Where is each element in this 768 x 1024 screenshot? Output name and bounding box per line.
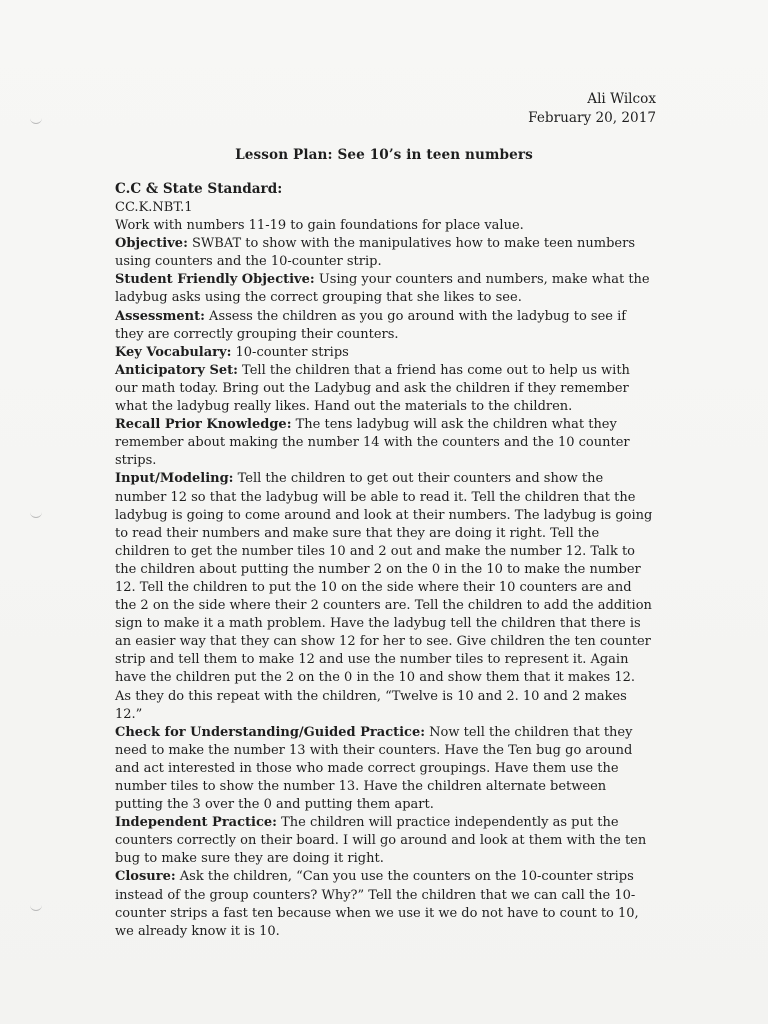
scan-artifact-mark — [30, 512, 42, 518]
section-input-modeling — [115, 470, 655, 723]
section-text: Tell the children to get out their counters and show the number 12 so that the ladybug will be able to read it. Tell the children that the ladybug is going to come around and look at their numbers. The ladybug is going to read their numbers and make sure that they are doing it right. Tell the children to get the number tiles 10 and 2 out and make the number 12. Talk to the children about putting the number 2 on the 0 in the 10 to make the number 12. Tell the children to put the 10 on the side where their 10 counters are and the 2 on the side where their 2 counters are. Tell the children to add the addition sign to make it a math problem. Have the ladybug tell the children that there is an easier way that they can show 12 for her to see. Give children the ten counter strip and tell them to make 12 and use the number tiles to represent it. Again have the children put the 2 on the 0 in the 10 and show them that it makes 12. As they do this repeat with the children, “Twelve is 10 and 2. 10 and 2 makes 12.” — [115, 471, 653, 722]
standard-heading: C.C & State Standard: — [115, 181, 283, 197]
scan-artifact-mark — [30, 905, 42, 911]
section-anticipatory-set — [115, 362, 655, 416]
section-text: The children will practice independently as put the counters correctly on their board. I will go around and look at them with the ten bug to make sure they are doing it right. — [115, 815, 647, 867]
section-text: 10-counter strips — [231, 344, 349, 360]
section-objective — [115, 235, 655, 271]
section-text: Now tell the children that they need to make the number 13 with their counters. Have the Ten bug go around and act interested in those who made correct groupings. Have them use the number tiles to show the number 13. Have the children alternate between putting the 3 over the 0 and putting them apart. — [115, 724, 633, 813]
section-student-friendly-objective — [115, 271, 655, 307]
section-label: Anticipatory Set: — [115, 362, 238, 378]
lesson-title: Lesson Plan: See 10’s in teen numbers — [235, 147, 533, 163]
section-closure — [115, 868, 655, 940]
section-label: Independent Practice: — [115, 815, 277, 831]
lesson-body — [115, 180, 655, 941]
section-label: Recall Prior Knowledge: — [115, 417, 292, 433]
section-independent-practice — [115, 814, 655, 868]
section-text: The tens ladybug will ask the children what they remember about making the number 14 with the counters and the 10 counter strips. — [115, 417, 630, 469]
section-guided-practice — [115, 724, 655, 814]
section-label: Key Vocabulary: — [115, 344, 232, 360]
document-date: February 20, 2017 — [528, 110, 656, 126]
scan-artifact-mark — [30, 118, 42, 124]
section-text: Assess the children as you go around with the ladybug to see if they are correctly grouping their counters. — [115, 308, 627, 342]
standard-description: Work with numbers 11-19 to gain foundations for place value. — [115, 218, 524, 234]
section-text: Ask the children, “Can you use the counters on the 10-counter strips instead of the group counters? Why?” Tell the children that we can call the 10-counter strips a fast ten because when we use it we do not have to count to 10, we already know it is 10. — [115, 869, 639, 939]
section-text: Using your counters and numbers, make what the ladybug asks using the correct grouping that she likes to see. — [115, 272, 650, 306]
section-label: Student Friendly Objective: — [115, 272, 315, 288]
section-label: Input/Modeling: — [115, 471, 234, 487]
section-assessment — [115, 308, 655, 344]
section-key-vocabulary — [115, 344, 655, 362]
author-name: Ali Wilcox — [587, 91, 656, 107]
section-text: SWBAT to show with the manipulatives how to make teen numbers using counters and the 10-counter strip. — [115, 236, 636, 270]
section-text: Tell the children that a friend has come out to help us with our math today. Bring out the Ladybug and ask the children if they remember what the ladybug really likes. Hand out the materials to the children. — [115, 362, 630, 415]
section-label: Objective: — [115, 236, 188, 252]
standard-code: CC.K.NBT.1 — [115, 200, 193, 215]
section-label: Assessment: — [115, 308, 205, 324]
document-header — [528, 90, 656, 128]
section-label: Check for Understanding/Guided Practice: — [115, 724, 426, 740]
section-label: Closure: — [115, 869, 176, 885]
section-recall-prior-knowledge — [115, 416, 655, 470]
